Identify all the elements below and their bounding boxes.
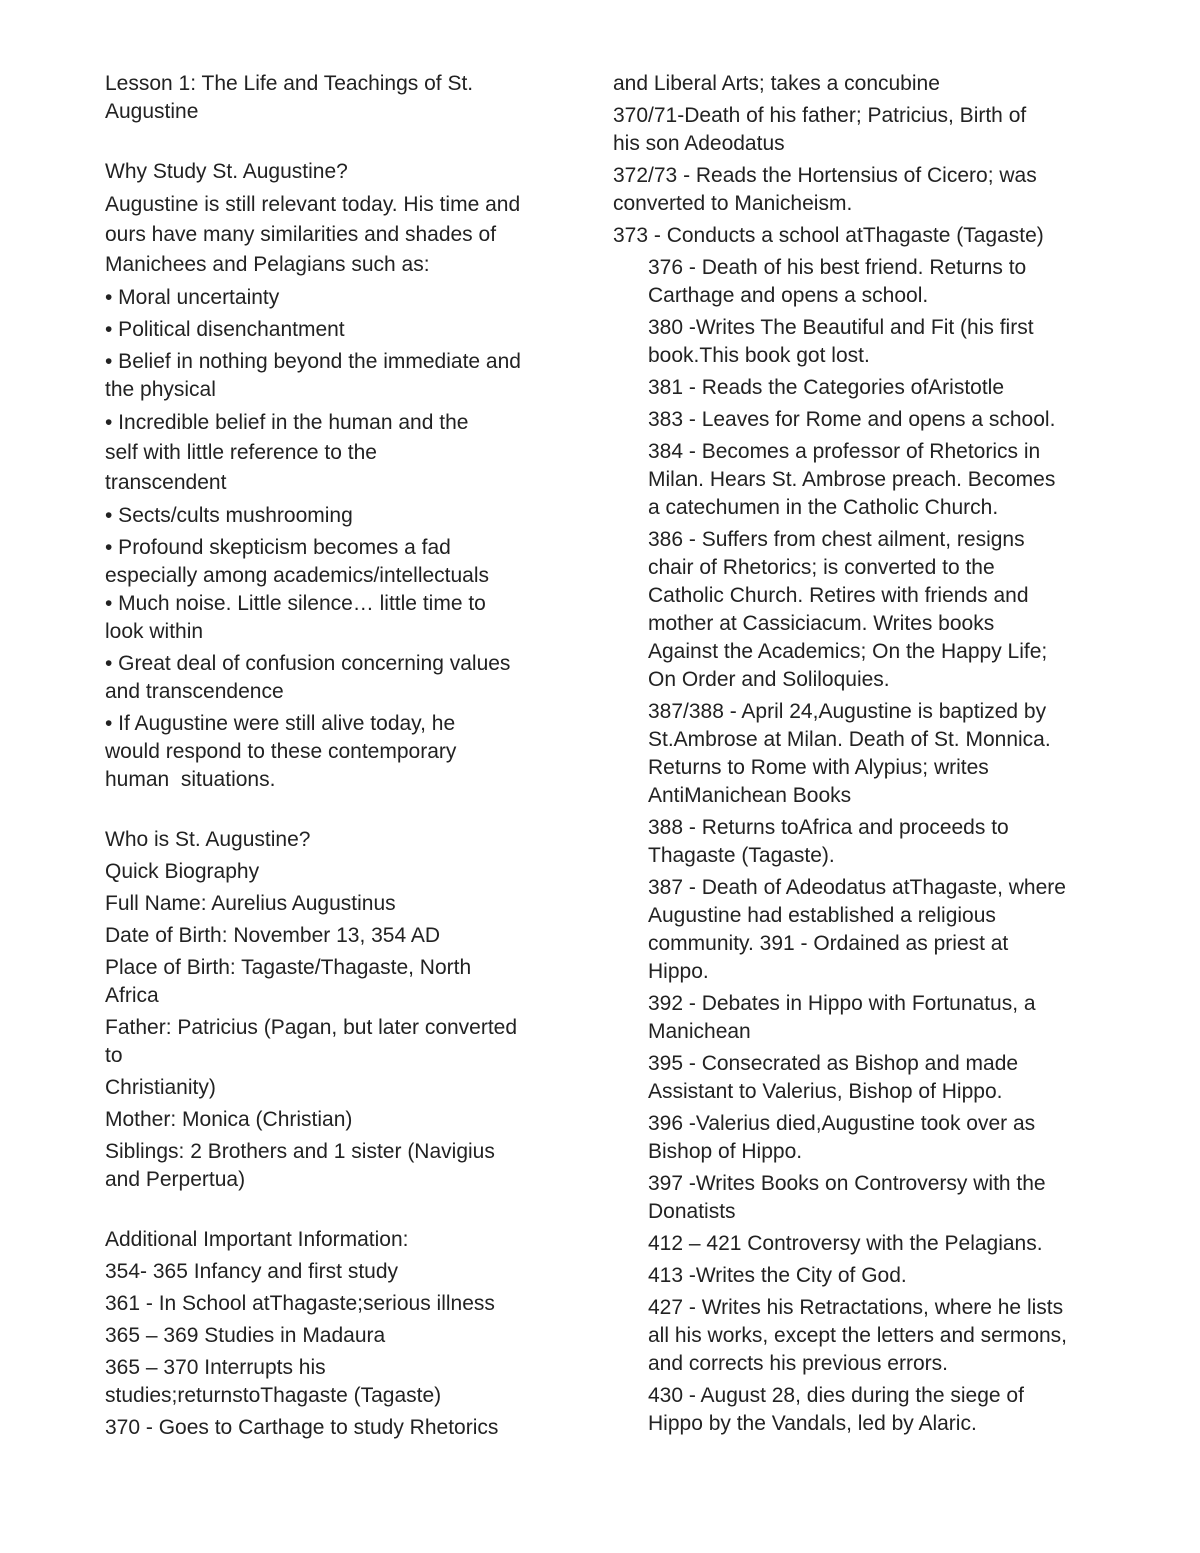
bio-line: Christianity) — [105, 1076, 216, 1099]
timeline-entry — [648, 1382, 1133, 1438]
timeline-line: 354- 365 Infancy and first study — [105, 1260, 399, 1283]
list-item-line: especially among academics/intellectuals — [105, 564, 490, 587]
timeline-entry — [648, 374, 1133, 402]
lesson-title-line: Lesson 1: The Life and Teachings of St. — [105, 72, 474, 95]
list-item — [105, 316, 585, 344]
timeline-line: 392 - Debates in Hippo with Fortunatus, a — [648, 992, 1036, 1015]
timeline-line: all his works, except the letters and sermons, — [648, 1324, 1068, 1347]
timeline-entry — [648, 874, 1133, 986]
list-item-line: • Much noise. Little silence… little time to — [105, 592, 486, 615]
bio-entry — [105, 1074, 585, 1102]
timeline-line: 430 - August 28, dies during the siege of — [648, 1384, 1024, 1407]
timeline-entry — [648, 1230, 1133, 1258]
additional-info-heading: Additional Important Information: — [105, 1228, 409, 1251]
timeline-line: 427 - Writes his Retractations, where he lists — [648, 1296, 1064, 1319]
list-item-line: self with little reference to the — [105, 441, 377, 464]
timeline-line: Bishop of Hippo. — [648, 1140, 803, 1163]
timeline-entry — [105, 1290, 585, 1318]
bio-line: Date of Birth: November 13, 354 AD — [105, 924, 441, 947]
bio-line: Africa — [105, 984, 159, 1007]
list-item-line: • Political disenchantment — [105, 318, 345, 341]
timeline-line: Donatists — [648, 1200, 736, 1223]
bio-entry — [105, 954, 585, 1010]
bio-entry — [105, 1106, 585, 1134]
timeline-entry — [613, 102, 1133, 158]
bio-entry — [105, 1138, 585, 1194]
list-item — [105, 710, 585, 794]
timeline-entry — [613, 222, 1133, 250]
timeline-line: Against the Academics; On the Happy Life; — [648, 640, 1048, 663]
list-item-line: • Great deal of confusion concerning values — [105, 652, 511, 675]
who-is-heading: Who is St. Augustine? — [105, 828, 311, 851]
timeline-line: 365 – 369 Studies in Madaura — [105, 1324, 386, 1347]
list-item-line: • Belief in nothing beyond the immediate and — [105, 350, 521, 373]
list-item-line: • If Augustine were still alive today, he — [105, 712, 456, 735]
similarities-list — [105, 284, 585, 794]
intro-line: Manichees and Pelagians such as: — [105, 253, 430, 276]
lesson-title — [105, 70, 585, 126]
right-column — [613, 70, 1133, 1438]
bio-entry — [105, 922, 585, 950]
timeline-line: 372/73 - Reads the Hortensius of Cicero; was — [613, 164, 1037, 187]
timeline-line: a catechumen in the Catholic Church. — [648, 496, 999, 519]
timeline-entry — [105, 1354, 585, 1410]
timeline-line: 387 - Death of Adeodatus atThagaste, where — [648, 876, 1066, 899]
timeline-line: 413 -Writes the City of God. — [648, 1264, 907, 1287]
timeline-line: 373 - Conducts a school atThagaste (Tagaste) — [613, 224, 1044, 247]
timeline-line: 384 - Becomes a professor of Rhetorics in — [648, 440, 1041, 463]
timeline-line: 365 – 370 Interrupts his — [105, 1356, 326, 1379]
timeline-entry — [648, 406, 1133, 434]
timeline-line: On Order and Soliloquies. — [648, 668, 890, 691]
timeline-entry — [648, 814, 1133, 870]
timeline-line: studies;returnstoThagaste (Tagaste) — [105, 1384, 442, 1407]
bio-line: Full Name: Aurelius Augustinus — [105, 892, 396, 915]
timeline-entry — [648, 254, 1133, 310]
timeline-entry — [648, 698, 1133, 810]
list-item — [105, 502, 585, 530]
bio-line: Mother: Monica (Christian) — [105, 1108, 353, 1131]
timeline-line: Thagaste (Tagaste). — [648, 844, 835, 867]
list-item-line: would respond to these contemporary — [105, 740, 457, 763]
biography-list — [105, 890, 585, 1194]
list-item — [105, 284, 585, 312]
timeline-line: 376 - Death of his best friend. Returns to — [648, 256, 1027, 279]
timeline-line: 397 -Writes Books on Controversy with the — [648, 1172, 1046, 1195]
timeline-line: Carthage and opens a school. — [648, 284, 929, 307]
list-item-line: • Sects/cults mushrooming — [105, 504, 353, 527]
list-item-line: human situations. — [105, 768, 276, 791]
list-item-line: the physical — [105, 378, 216, 401]
timeline-entry — [648, 314, 1133, 370]
quick-biography-heading: Quick Biography — [105, 860, 260, 883]
timeline-entry — [648, 1170, 1133, 1226]
timeline-right-indented — [613, 254, 1133, 1438]
timeline-line: and corrects his previous errors. — [648, 1352, 948, 1375]
timeline-entry — [648, 990, 1133, 1046]
list-item-line: • Moral uncertainty — [105, 286, 280, 309]
timeline-line: Assistant to Valerius, Bishop of Hippo. — [648, 1080, 1003, 1103]
timeline-line: community. 391 - Ordained as priest at — [648, 932, 1009, 955]
timeline-entry — [613, 70, 1133, 98]
timeline-entry — [648, 438, 1133, 522]
timeline-line: Hippo. — [648, 960, 709, 983]
list-item — [105, 650, 585, 706]
timeline-line: 387/388 - April 24,Augustine is baptized by — [648, 700, 1047, 723]
bio-line: Father: Patricius (Pagan, but later converted — [105, 1016, 518, 1039]
timeline-right-top — [613, 70, 1133, 250]
timeline-line: 380 -Writes The Beautiful and Fit (his first — [648, 316, 1034, 339]
left-column — [105, 70, 585, 1442]
timeline-line: 361 - In School atThagaste;serious illness — [105, 1292, 495, 1315]
timeline-entry — [648, 1262, 1133, 1290]
lesson-title-line: Augustine — [105, 100, 199, 123]
bio-line: Siblings: 2 Brothers and 1 sister (Navigius — [105, 1140, 495, 1163]
why-study-heading: Why Study St. Augustine? — [105, 160, 348, 183]
timeline-line: 381 - Reads the Categories ofAristotle — [648, 376, 1005, 399]
timeline-line: 396 -Valerius died,Augustine took over as — [648, 1112, 1036, 1135]
list-item-line: look within — [105, 620, 204, 643]
timeline-line: Manichean — [648, 1020, 751, 1043]
timeline-line: Augustine had established a religious — [648, 904, 996, 927]
bio-entry — [105, 1014, 585, 1070]
timeline-entry — [105, 1258, 585, 1286]
timeline-left — [105, 1258, 585, 1442]
bio-line: to — [105, 1044, 123, 1067]
timeline-line: Hippo by the Vandals, led by Alaric. — [648, 1412, 977, 1435]
timeline-line: his son Adeodatus — [613, 132, 785, 155]
list-item-line: • Incredible belief in the human and the — [105, 411, 469, 434]
timeline-line: 386 - Suffers from chest ailment, resigns — [648, 528, 1025, 551]
timeline-line: mother at Cassiciacum. Writes books — [648, 612, 995, 635]
timeline-line: Returns to Rome with Alypius; writes — [648, 756, 989, 779]
list-item-line: • Profound skepticism becomes a fad — [105, 536, 451, 559]
list-item-line: transcendent — [105, 471, 227, 494]
timeline-line: 370/71-Death of his father; Patricius, Birth of — [613, 104, 1027, 127]
timeline-entry — [648, 1110, 1133, 1166]
bio-line: Place of Birth: Tagaste/Thagaste, North — [105, 956, 472, 979]
timeline-entry — [648, 1050, 1133, 1106]
timeline-line: Milan. Hears St. Ambrose preach. Becomes — [648, 468, 1056, 491]
timeline-entry — [613, 162, 1133, 218]
list-item — [105, 534, 585, 590]
intro-line: ours have many similarities and shades of — [105, 223, 497, 246]
list-item-line: and transcendence — [105, 680, 284, 703]
timeline-entry — [648, 526, 1133, 694]
list-item — [105, 590, 585, 646]
list-item — [105, 348, 585, 404]
intro-paragraph — [105, 190, 585, 280]
timeline-entry — [648, 1294, 1133, 1378]
bio-entry — [105, 890, 585, 918]
intro-line: Augustine is still relevant today. His time and — [105, 193, 521, 216]
timeline-line: 388 - Returns toAfrica and proceeds to — [648, 816, 1009, 839]
timeline-line: 395 - Consecrated as Bishop and made — [648, 1052, 1019, 1075]
list-item — [105, 408, 585, 498]
timeline-entry — [105, 1414, 585, 1442]
timeline-line: chair of Rhetorics; is converted to the — [648, 556, 995, 579]
timeline-line: 412 – 421 Controversy with the Pelagians. — [648, 1232, 1043, 1255]
timeline-line: AntiManichean Books — [648, 784, 852, 807]
timeline-line: St.Ambrose at Milan. Death of St. Monnica. — [648, 728, 1051, 751]
timeline-line: converted to Manicheism. — [613, 192, 853, 215]
timeline-line: Catholic Church. Retires with friends and — [648, 584, 1029, 607]
timeline-entry — [105, 1322, 585, 1350]
timeline-line: and Liberal Arts; takes a concubine — [613, 72, 940, 95]
timeline-line: book.This book got lost. — [648, 344, 870, 367]
timeline-line: 383 - Leaves for Rome and opens a school. — [648, 408, 1056, 431]
bio-line: and Perpertua) — [105, 1168, 246, 1191]
timeline-line: 370 - Goes to Carthage to study Rhetorics — [105, 1416, 499, 1439]
